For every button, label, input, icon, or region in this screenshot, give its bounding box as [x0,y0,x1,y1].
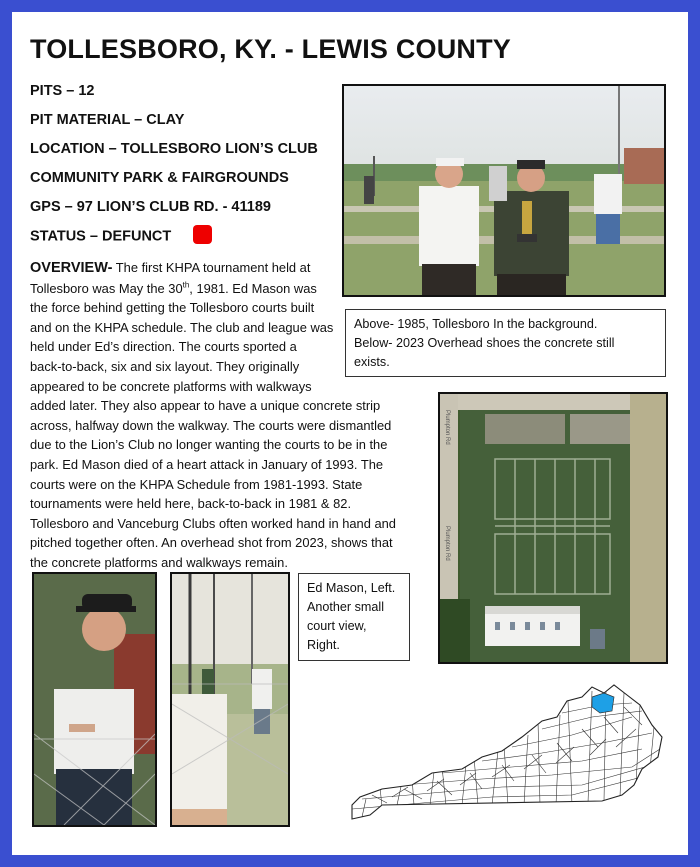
overview-line: courts were on the KHPA Schedule from 1981-1993. State [30,476,363,492]
overview-line: the concrete platforms and walkways remain. [30,554,288,570]
ed-mason-image [34,574,155,825]
fact-gps: GPS – 97 LION’S CLUB RD. - 41189 [30,199,271,215]
caption-bottom-line: Another small [307,600,384,614]
kentucky-map-image [342,677,667,822]
caption-top-line: exists. [354,355,390,369]
fact-location: LOCATION – TOLLESBORO LION’S CLUB [30,141,318,157]
overview-line-text: Tollesboro was May the 30 [30,280,183,296]
overview-text [30,258,396,573]
status-text: STATUS – DEFUNCT [30,228,172,245]
document-page [12,12,688,855]
overview-line-text: , 1981. Ed Mason was [189,280,317,296]
fact-community: COMMUNITY PARK & FAIRGROUNDS [30,170,289,186]
fact-pits: PITS – 12 [30,83,95,99]
overview-line: park. Ed Mason died of a heart attack in January of 1993. The [30,456,384,472]
overview-line: added later. They also appear to have a unique concrete strip [30,398,381,414]
overview-line: back-to-back, six and six layout. They originally [30,358,300,374]
caption-top-line: Above- 1985, Tollesboro In the background. [354,317,598,331]
road-label-top: Plumpton Rd [444,410,450,445]
overview-line: due to the Lion’s Club no longer wanting the courts to be in the [30,437,388,453]
photo-court-view [170,572,290,827]
overview-line: appeared to be concrete platforms with walkways [30,378,312,394]
caption-bottom-line: Ed Mason, Left. [307,581,396,595]
caption-bottom-line: Right. [307,638,340,652]
photo-2023-aerial [438,392,668,664]
aerial-image [440,394,666,662]
status-indicator [193,225,212,244]
kentucky-county-map [342,677,667,822]
ordinal-suffix: th [182,280,190,290]
caption-top [345,309,666,377]
fact-status [30,227,318,256]
photo-ed-mason [32,572,157,827]
road-label-left: Plumpton Rd [444,526,450,561]
overview-line: pitched together often. An overhead shot from 2023, shows that [30,535,393,551]
photo-1985-trophy [342,84,666,297]
overview-line: and on the KHPA schedule. The club and league was [30,319,334,335]
caption-bottom-line: court view, [307,619,367,633]
overview-line: held under Ed’s direction. The courts sported a [30,339,297,355]
overview-line: the force behind getting the Tollesboro courts built [30,300,315,316]
overview-heading: OVERVIEW- [30,260,113,276]
fact-pit-material: PIT MATERIAL – CLAY [30,112,185,128]
caption-top-line: Below- 2023 Overhead shoes the concrete still [354,336,615,350]
facts-list [30,82,318,256]
overview-line: tournaments were held here, back-to-back in 1981 & 82. [30,496,352,512]
overview-line: across, halfway down the walkway. The courts were dismantled [30,417,392,433]
overview-line-text: The first KHPA tournament held at [112,260,311,275]
overview-line: Tollesboro and Vanceburg Clubs often worked hand in hand and [30,515,396,531]
page-title: TOLLESBORO, KY. - LEWIS COUNTY [30,34,512,64]
photo-1985-image [344,86,664,295]
caption-bottom [298,573,410,661]
court-view-image [172,574,288,825]
